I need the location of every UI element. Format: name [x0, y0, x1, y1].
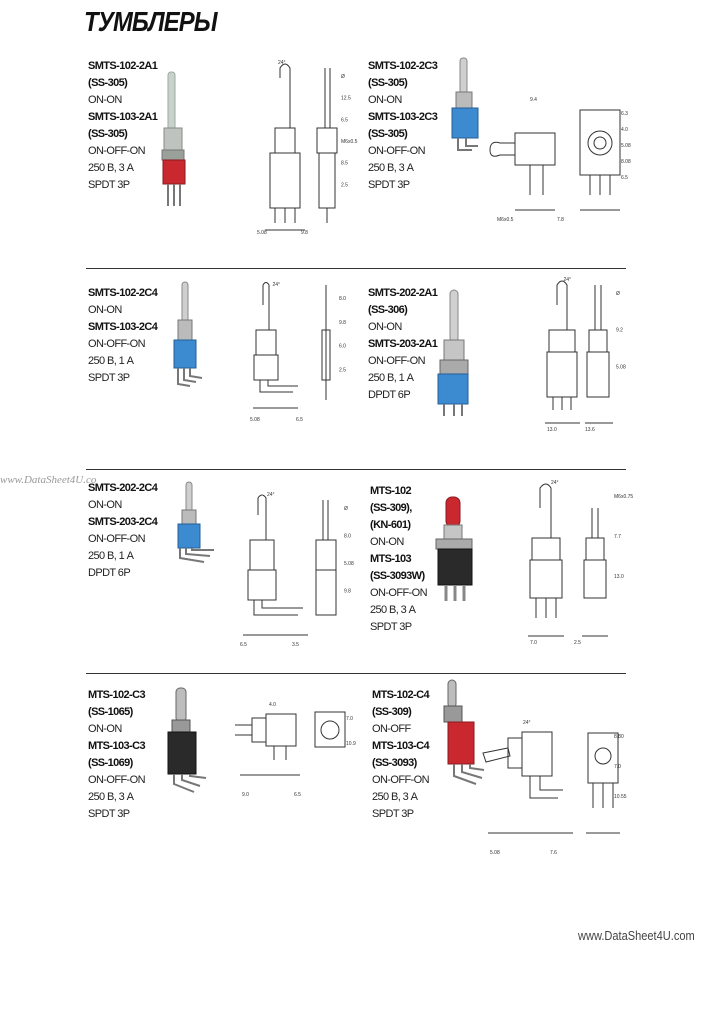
model-number: (SS-1069)	[88, 757, 133, 769]
dimension-label: 6.0	[339, 343, 346, 350]
switch-photo	[448, 58, 490, 158]
model-number: SMTS-102-2C4	[88, 287, 158, 299]
switch-photo	[162, 688, 208, 798]
model-number: MTS-102	[370, 485, 412, 497]
model-number: (SS-1065)	[88, 706, 133, 718]
dimension-label: 5.08	[616, 364, 626, 371]
product-spec	[88, 687, 145, 823]
dimension-label: 2.5	[574, 640, 581, 646]
dimension-label: 24°	[563, 277, 572, 283]
dimension-label: 7.0	[346, 716, 353, 722]
dimension-label: 13.0	[614, 574, 624, 580]
spec-line: ON-ON	[370, 536, 404, 548]
model-number: (SS-305)	[368, 77, 408, 89]
dimension-label: 7.6	[550, 850, 557, 856]
model-number: MTS-102-C3	[88, 689, 145, 701]
dimension-label: 13.6	[585, 427, 595, 433]
dimension-label: M6x0.5	[341, 139, 358, 145]
switch-photo	[170, 482, 216, 572]
model-number: (SS-305)	[88, 77, 128, 89]
dimension-drawing	[518, 478, 634, 648]
dimension-drawing	[245, 58, 358, 238]
dimension-label: 2.5	[341, 182, 348, 189]
product-spec	[368, 58, 437, 194]
dimension-label: 6.5	[621, 175, 628, 181]
section-divider	[86, 673, 626, 674]
model-number: MTS-102-C4	[372, 689, 429, 701]
dimension-label: 24°	[551, 480, 559, 486]
spec-line: SPDT 3P	[368, 179, 410, 191]
model-number: MTS-103-C3	[88, 740, 145, 752]
model-number: SMTS-102-2C3	[368, 60, 438, 72]
product-spec	[88, 58, 157, 194]
dimension-label: 4.0	[269, 702, 276, 708]
spec-line: 250 В, 3 А	[368, 162, 414, 174]
spec-line: ON-OFF	[372, 723, 411, 735]
dimension-label: 5.08	[257, 230, 267, 236]
dimension-label: 5.08	[621, 143, 631, 149]
dimension-label: 24°	[272, 282, 281, 288]
dimension-label: 5.08	[344, 561, 354, 567]
dimension-label: 9.8	[344, 588, 351, 595]
model-number: (SS-309),	[370, 502, 412, 514]
dimension-label: 24°	[267, 492, 275, 498]
switch-photo	[430, 495, 480, 605]
spec-line: SPDT 3P	[370, 621, 412, 633]
dimension-label: 10.9	[346, 741, 356, 747]
dimension-drawing	[535, 275, 630, 435]
spec-line: ON-ON	[368, 321, 402, 333]
spec-line: 250 В, 1 А	[88, 355, 134, 367]
model-number: (SS-306)	[368, 304, 408, 316]
dimension-label: 8.0	[339, 296, 346, 302]
spec-line: ON-OFF-ON	[370, 587, 427, 599]
model-number: SMTS-203-2A1	[368, 338, 438, 350]
model-number: (KN-601)	[370, 519, 411, 531]
spec-line: ON-OFF-ON	[368, 145, 425, 157]
dimension-label: Ø	[341, 74, 345, 80]
switch-photo	[168, 282, 208, 390]
dimension-label: 9.8	[301, 230, 308, 236]
dimension-label: 9.0	[242, 792, 249, 798]
spec-line: ON-OFF-ON	[88, 145, 145, 157]
dimension-label: 7.0	[530, 640, 537, 646]
dimension-label: 12.5	[341, 95, 351, 102]
dimension-label: 6.5	[294, 792, 301, 798]
product-spec	[368, 285, 437, 404]
dimension-label: 5.08	[490, 850, 500, 856]
dimension-drawing	[485, 95, 635, 225]
model-number: SMTS-103-2C3	[368, 111, 438, 123]
spec-line: SPDT 3P	[88, 808, 130, 820]
dimension-label: 8.80	[614, 734, 624, 740]
model-number: (SS-309)	[372, 706, 412, 718]
dimension-label: 9.2	[616, 327, 623, 334]
product-spec	[88, 285, 157, 387]
model-number: SMTS-103-2C4	[88, 321, 158, 333]
product-spec	[88, 480, 157, 582]
watermark-left: www.DataSheet4U.co	[0, 474, 97, 486]
model-number: SMTS-102-2A1	[88, 60, 158, 72]
switch-photo	[432, 290, 474, 418]
dimension-label: M6x0.5	[497, 217, 514, 223]
spec-line: ON-ON	[88, 94, 122, 106]
dimension-label: 2.5	[339, 367, 346, 374]
spec-line: SPDT 3P	[88, 179, 130, 191]
dimension-drawing	[238, 280, 353, 425]
dimension-label: 24°	[278, 60, 286, 66]
switch-photo	[158, 70, 198, 210]
dimension-label: 6.5	[240, 642, 247, 648]
section-divider	[86, 469, 626, 470]
dimension-label: 8.08	[621, 159, 631, 165]
model-number: SMTS-203-2C4	[88, 516, 158, 528]
model-number: SMTS-103-2A1	[88, 111, 158, 123]
dimension-drawing	[228, 490, 358, 650]
dimension-label: 6.5	[296, 417, 303, 423]
dimension-label: 8.0	[344, 533, 351, 540]
dimension-label: 24°	[523, 720, 531, 726]
dimension-label: M6x0.75	[614, 494, 634, 500]
spec-line: SPDT 3P	[88, 372, 130, 384]
dimension-label: 9.8	[339, 319, 346, 326]
watermark-right: www.DataSheet4U.com	[578, 928, 695, 943]
spec-line: ON-ON	[368, 94, 402, 106]
spec-line: ON-OFF-ON	[88, 338, 145, 350]
spec-line: ON-OFF-ON	[368, 355, 425, 367]
model-number: (SS-3093W)	[370, 570, 425, 582]
spec-line: 250 В, 3 А	[88, 791, 134, 803]
model-number: (SS-305)	[88, 128, 128, 140]
spec-line: ON-OFF-ON	[88, 774, 145, 786]
spec-line: DPDT 6P	[368, 389, 411, 401]
spec-line: DPDT 6P	[88, 567, 131, 579]
dimension-label: Ø	[344, 506, 348, 512]
page-title: ТУМБЛЕРЫ	[84, 6, 217, 37]
model-number: (SS-305)	[368, 128, 408, 140]
dimension-drawing	[230, 700, 360, 800]
model-number: SMTS-202-2C4	[88, 482, 158, 494]
product-spec	[370, 483, 427, 636]
product-spec	[372, 687, 429, 823]
spec-line: ON-OFF-ON	[88, 533, 145, 545]
spec-line: 250 В, 3 А	[88, 162, 134, 174]
dimension-label: 6.5	[341, 117, 348, 124]
model-number: MTS-103-C4	[372, 740, 429, 752]
dimension-drawing	[478, 718, 628, 858]
spec-line: SPDT 3P	[372, 808, 414, 820]
dimension-label: 7.7	[614, 534, 621, 540]
model-number: SMTS-202-2A1	[368, 287, 438, 299]
spec-line: ON-ON	[88, 304, 122, 316]
spec-line: 250 В, 3 А	[370, 604, 416, 616]
spec-line: 250 В, 1 А	[368, 372, 414, 384]
section-divider	[86, 268, 626, 269]
spec-line: 250 В, 3 А	[372, 791, 418, 803]
dimension-label: 10.55	[614, 794, 627, 800]
model-number: (SS-3093)	[372, 757, 417, 769]
dimension-label: 4.0	[621, 127, 628, 133]
dimension-label: 8.5	[341, 160, 348, 167]
dimension-label: 7.8	[557, 217, 564, 223]
dimension-label: 9.4	[530, 97, 537, 103]
dimension-label: 13.0	[547, 427, 557, 433]
spec-line: ON-ON	[88, 499, 122, 511]
model-number: MTS-103	[370, 553, 412, 565]
dimension-label: 3.5	[292, 642, 299, 648]
spec-line: ON-OFF-ON	[372, 774, 429, 786]
dimension-label: 7.0	[614, 764, 621, 770]
dimension-label: 5.08	[250, 417, 260, 423]
spec-line: 250 В, 1 А	[88, 550, 134, 562]
dimension-label: Ø	[616, 291, 620, 297]
dimension-label: 6.3	[621, 111, 628, 117]
spec-line: ON-ON	[88, 723, 122, 735]
